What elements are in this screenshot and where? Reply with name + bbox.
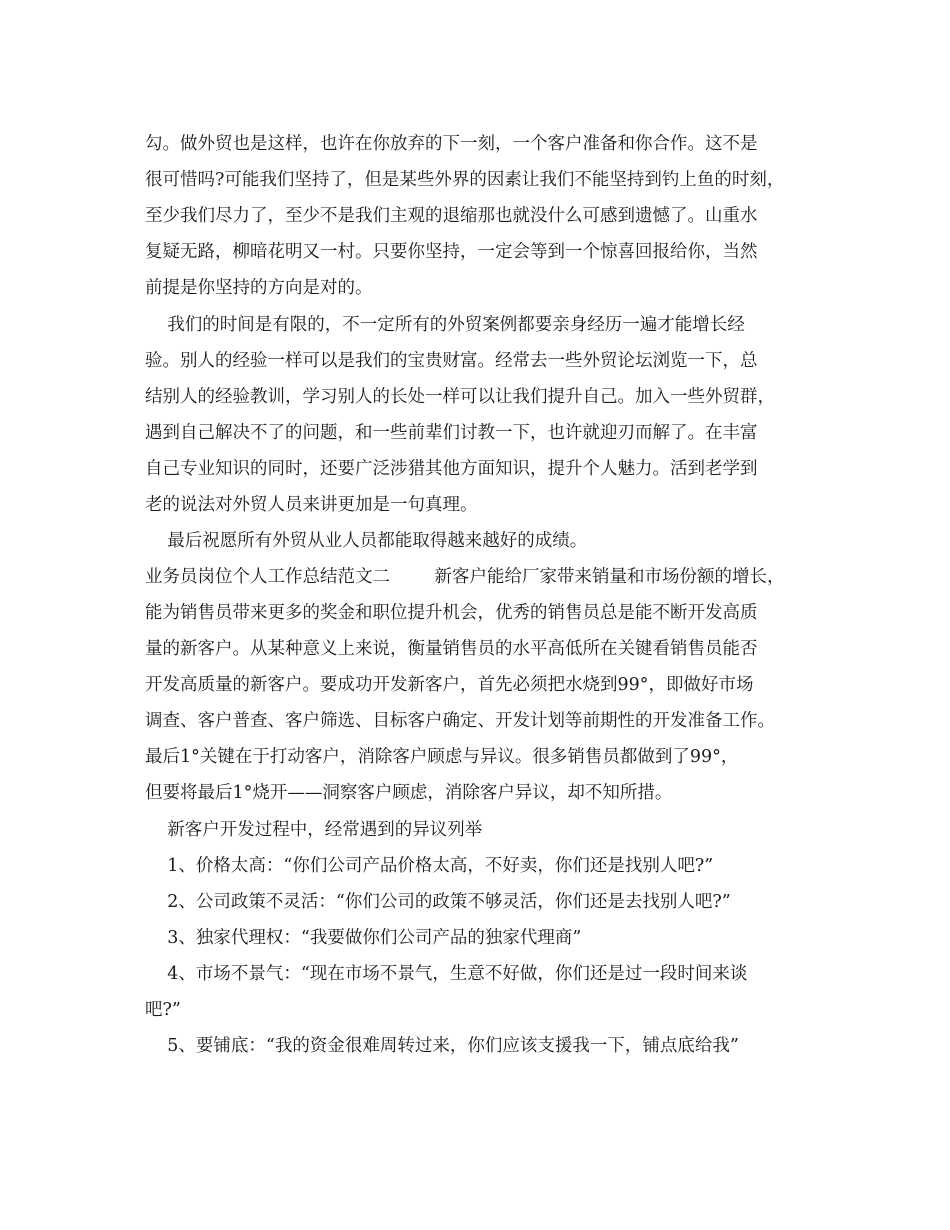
text-line: 最后祝愿所有外贸从业人员都能取得越来越好的成绩。 <box>145 531 588 551</box>
section-heading-line: 业务员岗位个人工作总结范文二 新客户能给厂家带来销量和市场份额的增长， <box>145 567 785 587</box>
list-item-line: 4、市场不景气：“现在市场不景气，生意不好做，你们还是过一段时间来谈 <box>145 964 748 984</box>
text-line: 很可惜吗?可能我们坚持了，但是某些外界的因素让我们不能坚持到钓上鱼的时刻， <box>145 170 785 190</box>
text-line: 复疑无路，柳暗花明又一村。只要你坚持，一定会等到一个惊喜回报给你，当然 <box>145 242 758 262</box>
text-line: 验。别人的经验一样可以是我们的宝贵财富。经常去一些外贸论坛浏览一下，总 <box>145 351 758 371</box>
list-item-line: 2、公司政策不灵活：“你们公司的政策不够灵活，你们还是去找别人吧?” <box>145 892 731 912</box>
text-line: 新客户开发过程中，经常遇到的异议列举 <box>145 820 483 840</box>
text-line: 量的新客户。从某种意义上来说，衡量销售员的水平高低所在关键看销售员能否 <box>145 639 758 659</box>
text-line: 吧?” <box>145 1000 181 1020</box>
text-line: 遇到自己解决不了的问题，和一些前辈们讨教一下，也许就迎刃而解了。在丰富 <box>145 423 758 443</box>
text-line: 能为销售员带来更多的奖金和职位提升机会，优秀的销售员总是能不断开发高质 <box>145 603 758 623</box>
list-item-line: 1、价格太高：“你们公司产品价格太高，不好卖，你们还是找别人吧?” <box>145 856 714 876</box>
text-line: 前提是你坚持的方向是对的。 <box>145 278 373 298</box>
list-item-line: 5、要铺底：“我的资金很难周转过来，你们应该支援我一下，铺点底给我” <box>145 1036 739 1056</box>
text-line: 自己专业知识的同时，还要广泛涉猎其他方面知识，提升个人魅力。活到老学到 <box>145 459 758 479</box>
text-line: 至少我们尽力了，至少不是我们主观的退缩那也就没什么可感到遗憾了。山重水 <box>145 206 758 226</box>
text-line: 开发高质量的新客户。要成功开发新客户，首先必须把水烧到99°，即做好市场 <box>145 675 754 695</box>
text-line: 最后1°关键在于打动客户，消除客户顾虑与异议。很多销售员都做到了99°， <box>145 747 739 767</box>
text-line: 结别人的经验教训，学习别人的长处一样可以让我们提升自己。加入一些外贸群， <box>145 387 775 407</box>
text-line: 调查、客户普查、客户筛选、目标客户确定、开发计划等前期性的开发准备工作。 <box>145 711 775 731</box>
text-line: 勾。做外贸也是这样，也许在你放弃的下一刻，一个客户准备和你合作。这不是 <box>145 134 758 154</box>
list-item-line: 3、独家代理权：“我要做你们公司产品的独家代理商” <box>145 928 582 948</box>
text-line: 我们的时间是有限的，不一定所有的外贸案例都要亲身经历一遍才能增长经 <box>145 315 745 335</box>
text-line: 但要将最后1°烧开——洞察客户顾虑，消除客户异议，却不知所措。 <box>145 783 673 803</box>
text-line: 老的说法对外贸人员来讲更加是一句真理。 <box>145 495 478 515</box>
